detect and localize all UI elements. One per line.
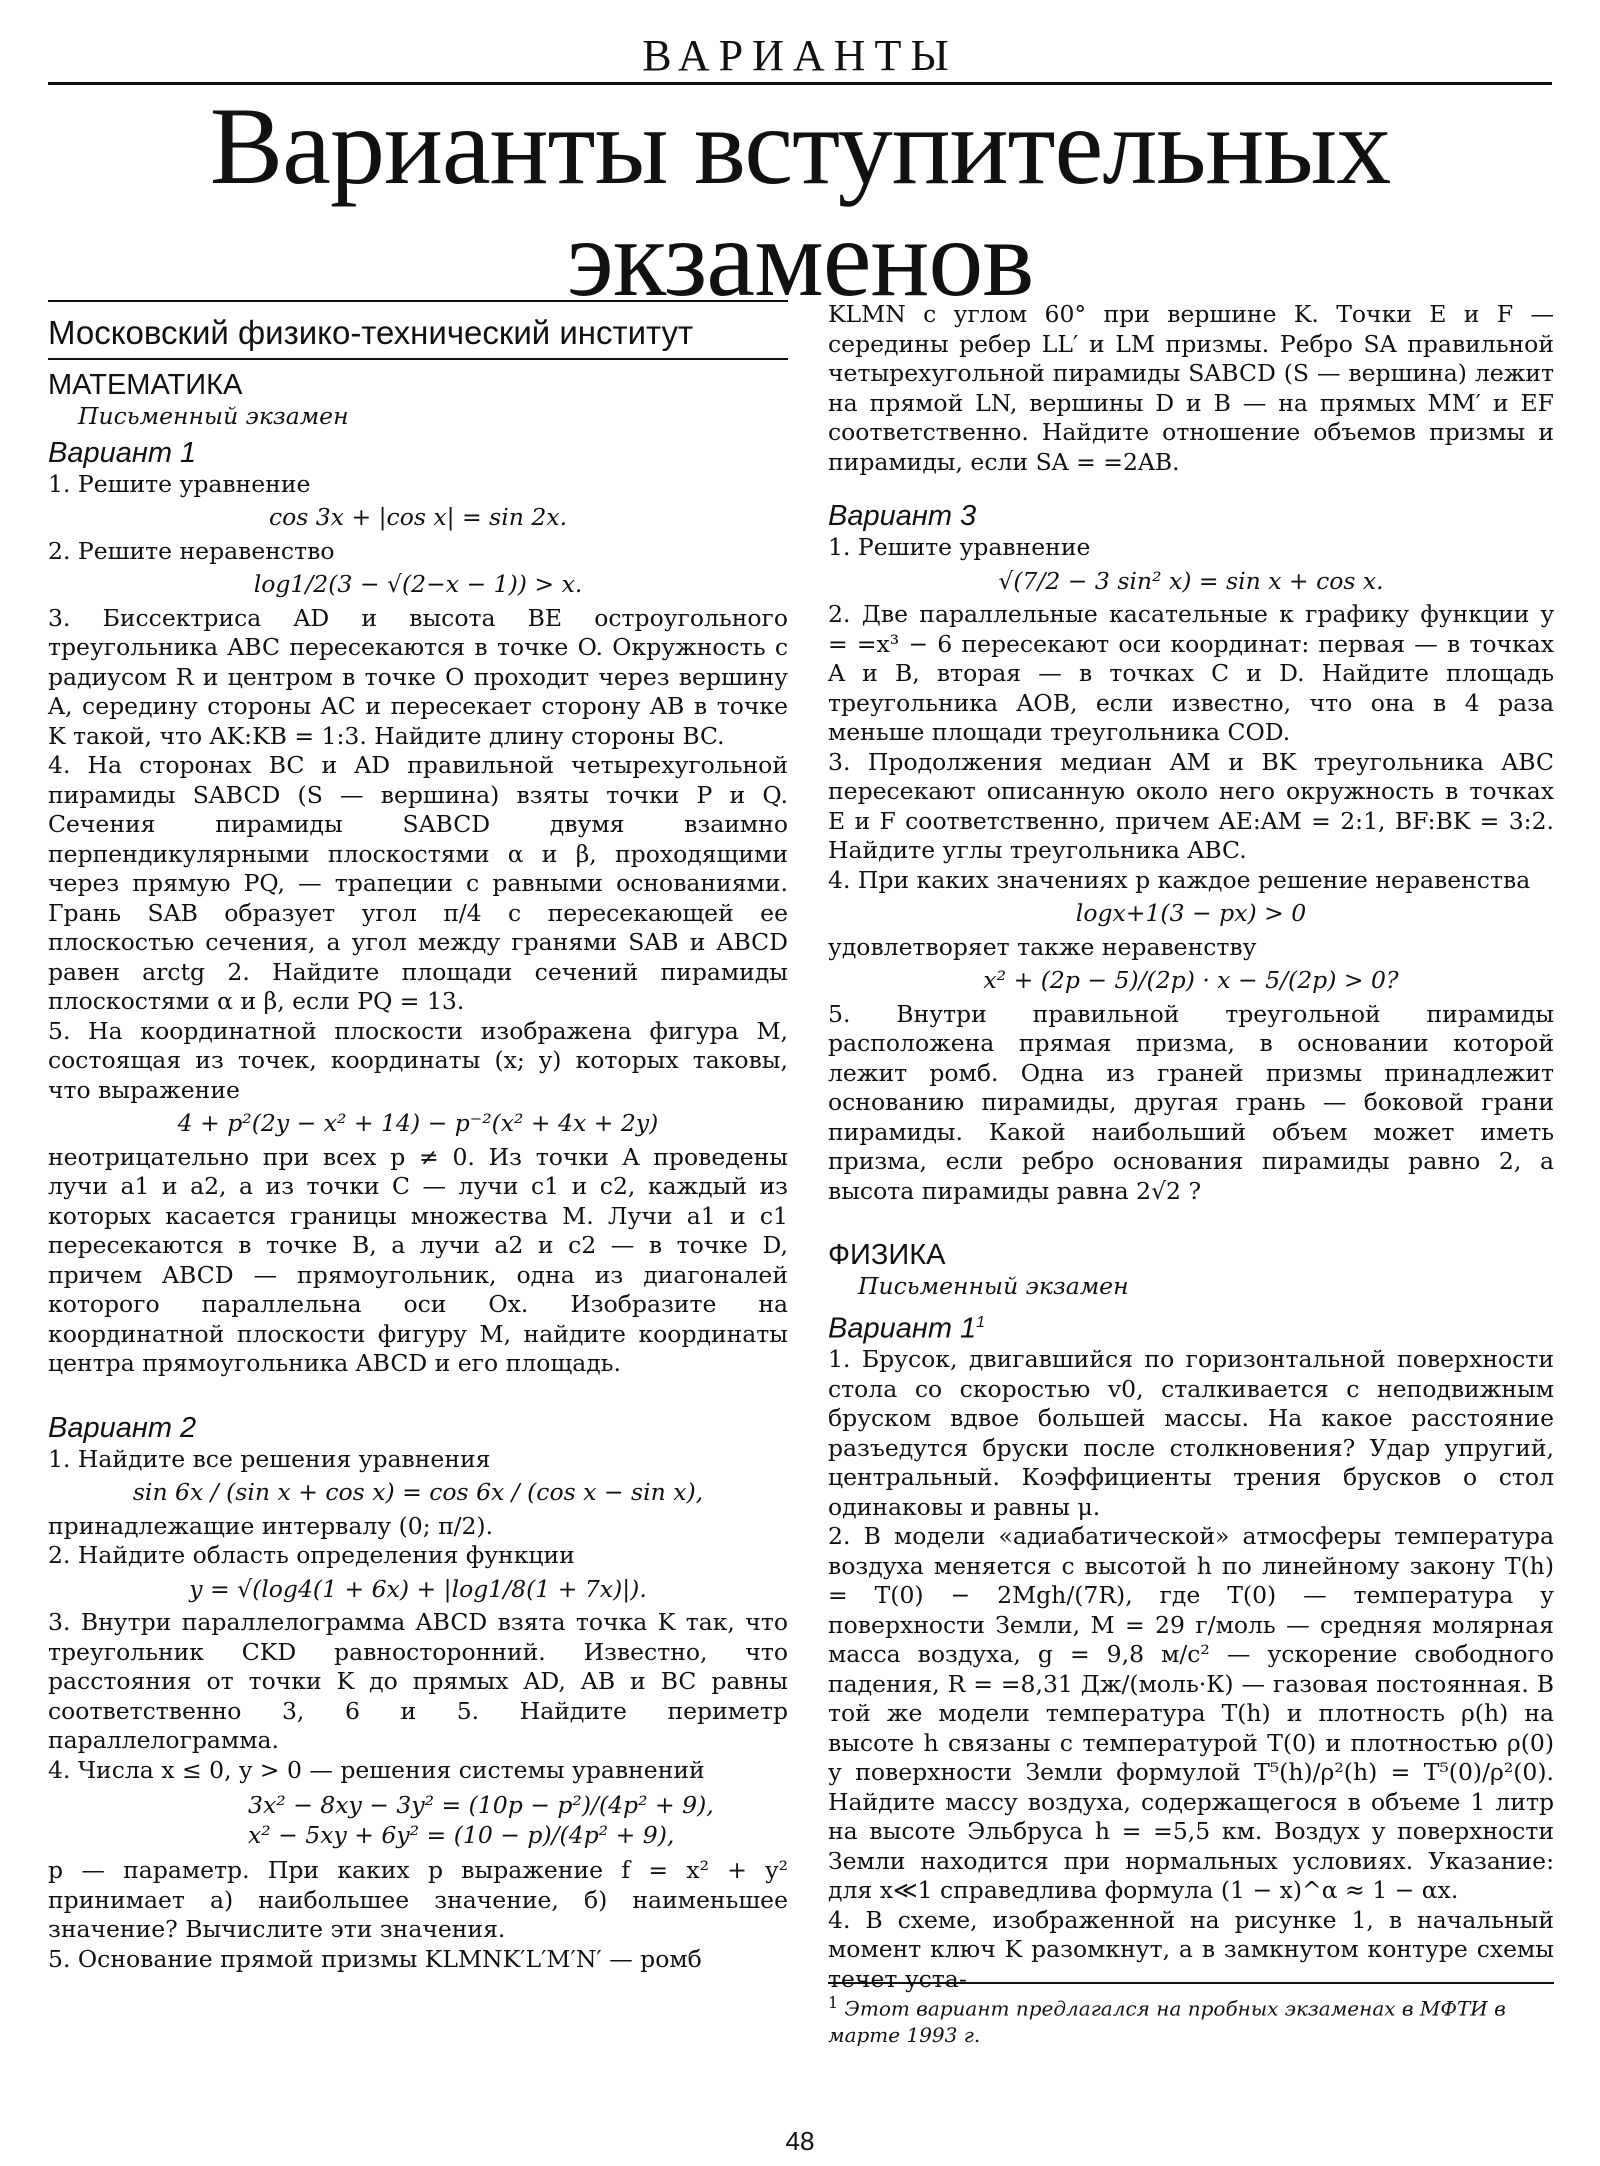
problem: 2. В модели «адиабатической» атмосферы температура воздуха меняется с высотой h по линейному закону T(h) = T(0) − 2Mgh/(7R), где T(0) — температура у поверхности Земли, M = 29 г/моль — средняя молярная масса воздуха, g = 9,8 м/с² — ускорение свободного падения, R = =8,31 Дж/(моль·К) — газовая постоянная. В той же модели температура T(h) и плотность ρ(h) на высоте h связаны с температурой T(0) и плотностью ρ(0) у поверхности Земли формулой T⁵(h)/ρ²(h) = T⁵(0)/ρ²(0). Найдите массу воздуха, содержащегося в объеме 1 литр на высоте Эльбруса h = =5,5 км. Воздух у поверхности Земли находится при нормальных условиях. Указание: для x≪1 справедлива формула (1 − x)^α ≈ 1 − αx.: [828, 1522, 1554, 1905]
equation: 3x² − 8xy − 3y² = (10p − p²)/(4p² + 9),: [248, 1791, 714, 1819]
problem: неотрицательно при всех p ≠ 0. Из точки A проведены лучи a1 и a2, а из точки C — лучи c1 и c2, каждый из которых касается границы множества M. Лучи a1 и c1 пересекаются в точке B, а лучи a2 и c2 — в точке D, причем ABCD — прямоугольник, одна из диагоналей которого параллельна оси Ox. Изобразите на координатной плоскости фигуру M, найдите координаты центра прямоугольника ABCD и его площадь.: [48, 1142, 788, 1377]
problem: удовлетворяет также неравенству: [828, 932, 1257, 961]
problem: p — параметр. При каких p выражение f = x² + y² принимает а) наибольшее значение, б) наименьшее значение? Вычислите эти значения.: [48, 1856, 788, 1943]
footnote-number: 1: [828, 1993, 839, 2012]
formula: 4 + p²(2y − x² + 14) − p⁻²(x² + 4x + 2y): [177, 1109, 659, 1137]
title-line-2: экзаменов: [566, 197, 1034, 319]
variant-title: Вариант 1: [828, 1312, 977, 1345]
subject-heading: ФИЗИКА: [828, 1239, 946, 1271]
problem: 3. Биссектриса AD и высота BE остроугольного треугольника ABC пересекаются в точке O. Окружность с радиусом R и центром в точке O проходит через вершину A, середину стороны AC и пересекает сторону AB в точке K такой, что AK:KB = 1:3. Найдите длину стороны BC.: [48, 603, 788, 750]
formula: sin 6x / (sin x + cos x) = cos 6x / (cos x − sin x),: [132, 1478, 704, 1506]
footnote-mark: 1: [976, 1313, 986, 1331]
problem: 2. Две параллельные касательные к графику функции y = =x³ − 6 пересекают оси координат: первая — в точках A и B, вторая — в точках C и D. Найдите площадь треугольника AOB, если известно, что она в 4 раза меньше площади треугольника COD.: [828, 600, 1554, 746]
formula: √(7/2 − 3 sin² x) = sin x + cos x.: [998, 566, 1384, 595]
institute-heading: Московский физико-технический институт: [48, 300, 788, 360]
problem: 4. В схеме, изображенной на рисунке 1, в начальный момент ключ K разомкнут, а в замкнутом контуре схемы течет уста-: [828, 1905, 1554, 1993]
formula: logx+1(3 − px) > 0: [1075, 899, 1307, 927]
title-line-1: Варианты вступительных: [209, 85, 1391, 207]
formula: log1/2(3 − √(2−x − 1)) > x.: [253, 570, 583, 598]
problem: 5. Внутри правильной треугольной пирамиды расположена прямая призма, в основании которой лежит ромб. Одна из граней призмы принадлежит основанию пирамиды, другая грань — боковой грани пирамиды. Какой наибольший объем может иметь призма, если ребро основания пирамиды равно 2, а высота пирамиды равна 2√2 ?: [828, 999, 1554, 1205]
variant-heading: [828, 1306, 1554, 1346]
formula: y = √(log4(1 + 6x) + |log1/8(1 + 7x)|).: [189, 1574, 647, 1603]
page-number: 48: [785, 2126, 815, 2156]
problem: 3. Продолжения медиан AM и BK треугольника ABC пересекают описанную около него окружность в точках E и F соответственно, причем AE:AM = 2:1, BF:BK = 3:2. Найдите углы треугольника ABC.: [828, 747, 1554, 864]
variant-heading: Вариант 2: [48, 1411, 197, 1444]
problem: 4. Числа x ≤ 0, y > 0 — решения системы уравнений: [48, 1755, 705, 1784]
right-column: [828, 300, 1554, 1994]
problem: 1. Решите уравнение: [828, 533, 1091, 561]
variant-heading: Вариант 1: [48, 436, 197, 469]
problem-continuation: KLMN с углом 60° при вершине K. Точки E и F — середины ребер LL′ и LM призмы. Ребро SA правильной четырехугольной пирамиды SABCD (S — вершина) лежит на прямой LN, вершины D и B — на прямых MM′ и EF соответственно. Найдите отношение объемов призмы и пирамиды, если SA = =2AB.: [828, 300, 1554, 476]
page-title: [0, 85, 1600, 319]
formula: cos 3x + |cos x| = sin 2x.: [268, 503, 568, 531]
problem: 2. Решите неравенство: [48, 536, 335, 565]
running-header: ВАРИАНТЫ: [642, 31, 958, 80]
problem: 3. Внутри параллелограмма ABCD взята точка K так, что треугольник CKD равносторонний. Известно, что расстояния от точки K до прямых AD, AB и BC равны соответственно 3, 6 и 5. Найдите периметр параллелограмма.: [48, 1608, 788, 1754]
problem: 5. На координатной плоскости изображена фигура M, состоящая из точек, координаты (x; y) которых таковы, что выражение: [48, 1016, 788, 1104]
variant-heading: Вариант 3: [828, 500, 977, 532]
problem: 4. На сторонах BC и AD правильной четырехугольной пирамиды SABCD (S — вершина) взяты точки P и Q. Сечения пирамиды SABCD двумя взаимно перпендикулярными плоскостями α и β, проходящими через прямую PQ, — трапеции с равными основаниями. Грань SAB образует угол π/4 с пересекающей ее плоскостью сечения, а угол между гранями SAB и ABCD равен arctg 2. Найдите площади сечений пирамиды плоскостями α и β, если PQ = 13.: [48, 751, 788, 1015]
formula: x² + (2p − 5)/(2p) · x − 5/(2p) > 0?: [983, 966, 1399, 994]
left-column: [48, 300, 788, 1974]
problem: 5. Основание прямой призмы KLMNK′L′M′N′ — ромб: [48, 1944, 702, 1973]
problem: принадлежащие интервалу (0; π/2).: [48, 1511, 494, 1540]
problem: 1. Найдите все решения уравнения: [48, 1444, 491, 1473]
problem: 2. Найдите область определения функции: [48, 1541, 575, 1569]
subject-heading: МАТЕМАТИКА: [48, 369, 243, 401]
problem: 1. Брусок, двигавшийся по горизонтальной поверхности стола со скоростью v0, сталкивается с неподвижным бруском вдвое большей массы. На какое расстояние разъедутся бруски после столкновения? Удар упругий, центральный. Коэффициенты трения брусков о стол одинаковы и равны μ.: [828, 1345, 1554, 1521]
problem: 1. Решите уравнение: [48, 469, 311, 498]
exam-type: Письменный экзамен: [78, 402, 349, 430]
equation: x² − 5xy + 6y² = (10 − p)/(4p² + 9),: [248, 1820, 675, 1849]
footnote: [828, 1982, 1554, 2048]
footnote-text: Этот вариант предлагался на пробных экзаменах в МФТИ в марте 1993 г.: [828, 1996, 1506, 2047]
equation-system: [48, 1791, 788, 1850]
exam-type: Письменный экзамен: [858, 1272, 1129, 1300]
problem: 4. При каких значениях p каждое решение неравенства: [828, 865, 1531, 894]
